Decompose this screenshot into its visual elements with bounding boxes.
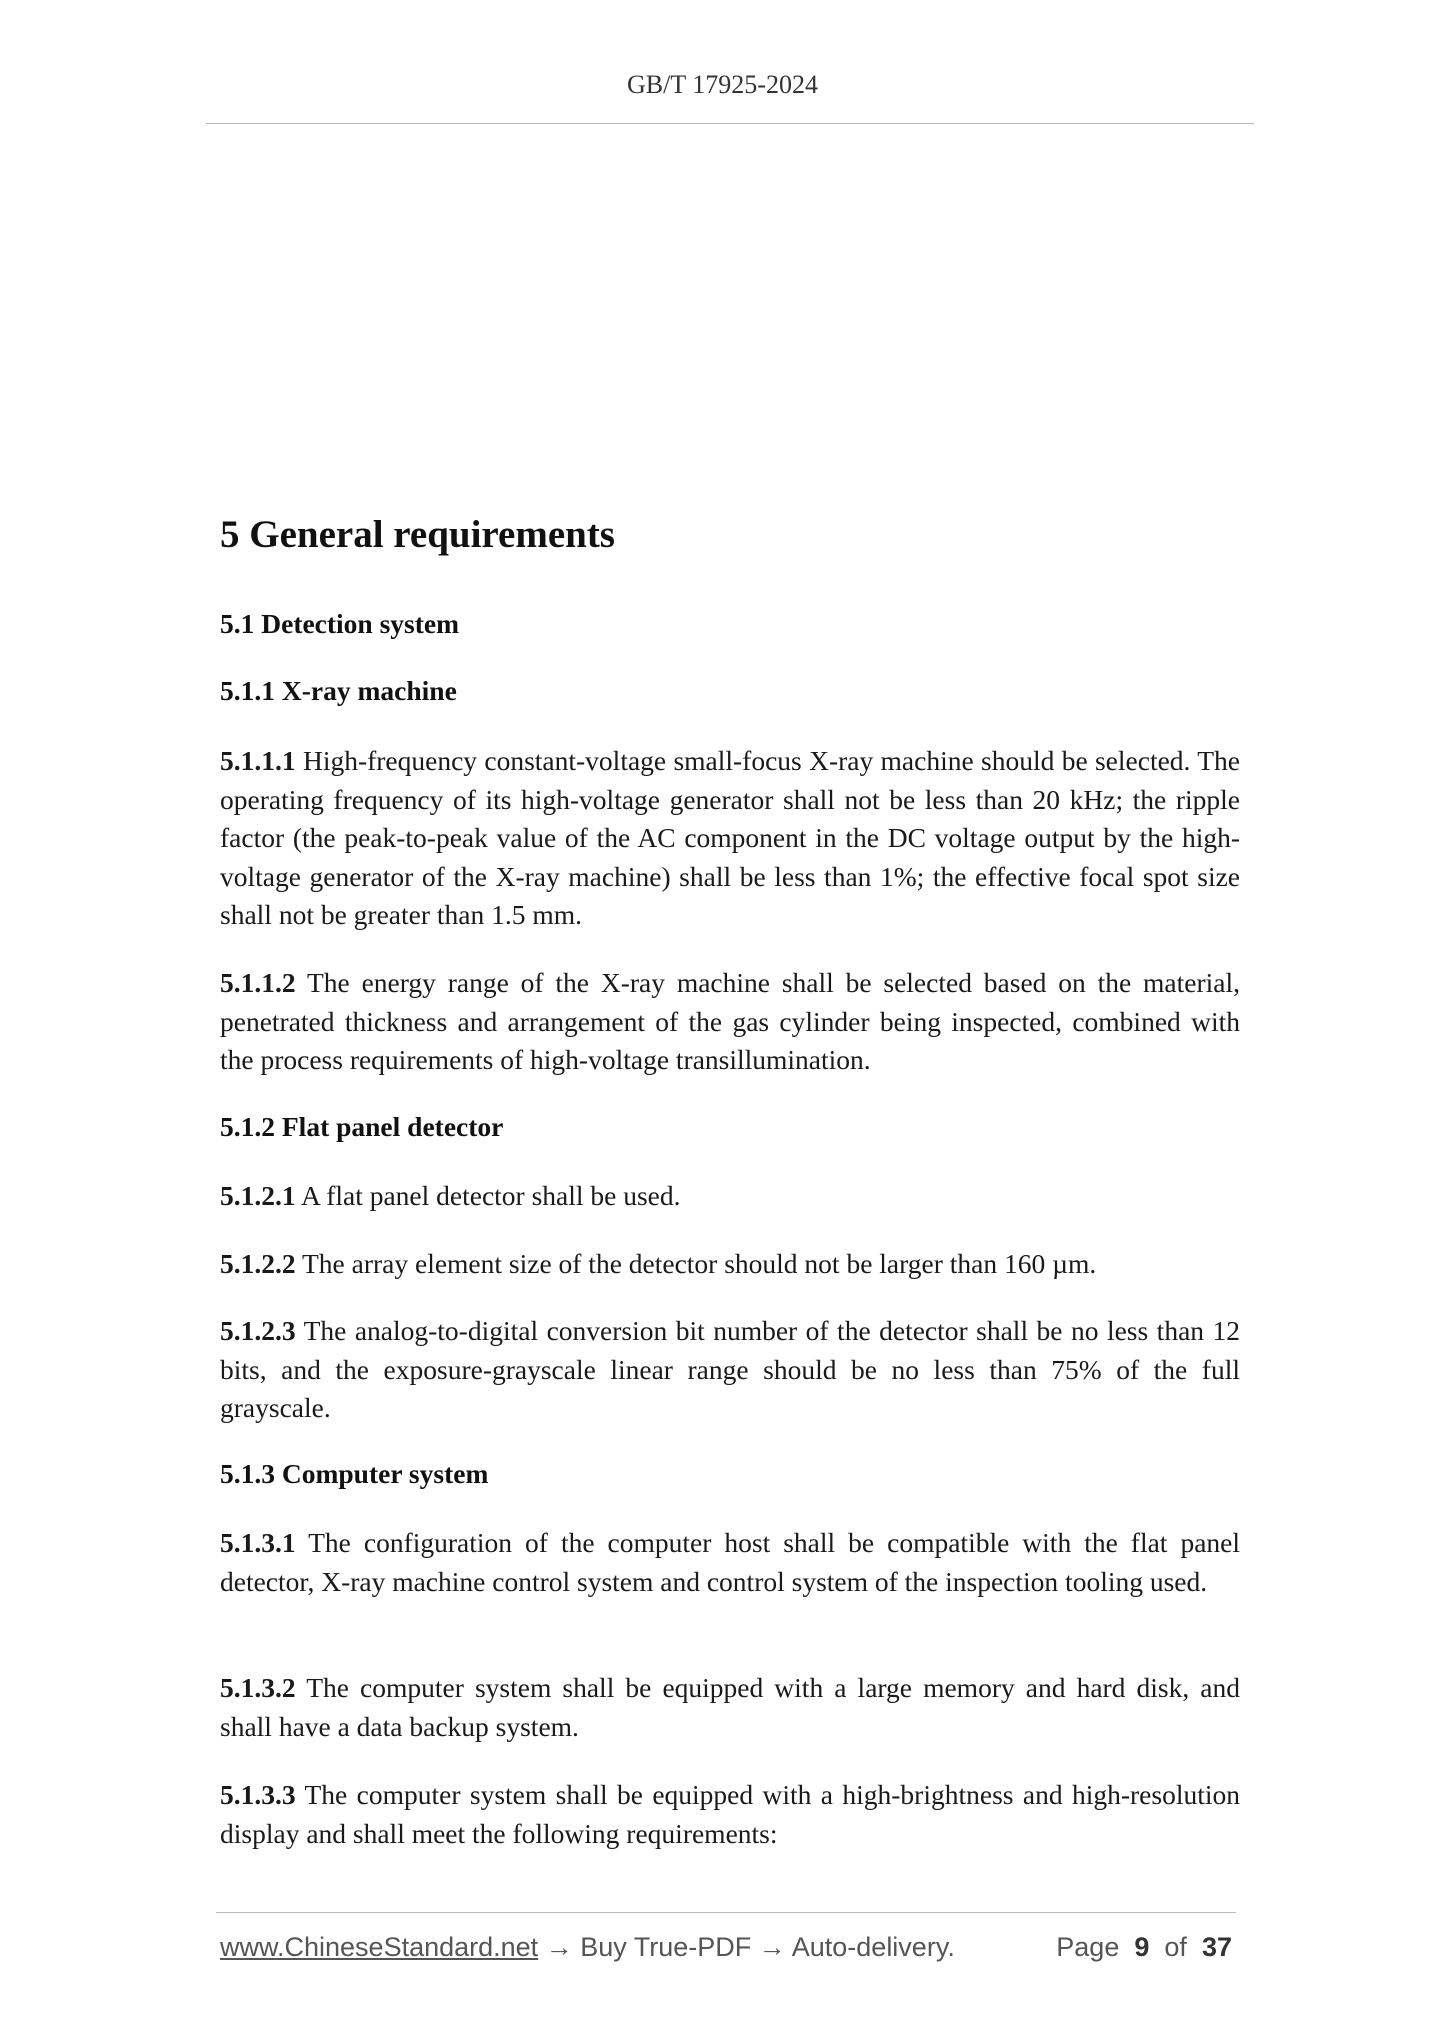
clause-number: 5.1.3.3 (220, 1779, 296, 1810)
clause-5-1-1-2 (220, 964, 1240, 1080)
clause-number: 5.1.2.3 (220, 1315, 296, 1346)
heading-5-1-3: 5.1.3 Computer system (220, 1458, 489, 1489)
clause-5-1-2-3 (220, 1312, 1240, 1428)
clause-5-1-3-1 (220, 1524, 1240, 1601)
clause-text: The configuration of the computer host shall be compatible with the flat panel detector, X-ray machine control system and control system of the inspection tooling used. (220, 1527, 1240, 1597)
clause-5-1-1-1 (220, 742, 1240, 935)
heading-5-1-1: 5.1.1 X-ray machine (220, 675, 457, 706)
clause-number: 5.1.2.2 (220, 1248, 296, 1279)
clause-text: The computer system shall be equipped with a large memory and hard disk, and shall have a data backup system. (220, 1672, 1240, 1742)
footer-divider (216, 1912, 1236, 1913)
clause-number: 5.1.3.1 (220, 1527, 296, 1558)
document-id-header: GB/T 17925-2024 (627, 70, 818, 99)
clause-number: 5.1.1.1 (220, 745, 296, 776)
total-pages: 37 (1201, 1932, 1232, 1962)
clause-5-1-3-2 (220, 1669, 1240, 1746)
page-word: Page (1056, 1932, 1120, 1962)
clause-5-1-3-3 (220, 1776, 1240, 1853)
page-footer (220, 1932, 1232, 1963)
current-page-number: 9 (1134, 1932, 1150, 1962)
website-link[interactable]: www.ChineseStandard.net (220, 1932, 539, 1962)
section-title: 5 General requirements (220, 513, 615, 556)
heading-5-1: 5.1 Detection system (220, 608, 460, 639)
clause-text: The energy range of the X-ray machine shall be selected based on the material, penetrated thickness and arrangement of the gas cylinder being inspected, combined with the process requirements of high-voltage transillumination. (220, 967, 1240, 1075)
clause-number: 5.1.1.2 (220, 967, 296, 998)
clause-5-1-2-1 (220, 1177, 1240, 1216)
heading-5-1-2: 5.1.2 Flat panel detector (220, 1111, 504, 1142)
page-indicator (1056, 1932, 1232, 1963)
clause-5-1-2-2 (220, 1245, 1240, 1284)
clause-text: The analog-to-digital conversion bit number of the detector shall be no less than 12 bits, and the exposure-grayscale linear range should be no less than 75% of the full grayscale. (220, 1315, 1240, 1423)
clause-number: 5.1.3.2 (220, 1672, 296, 1703)
footer-tagline: → Buy True-PDF → Auto-delivery. (538, 1932, 955, 1962)
clause-text: A flat panel detector shall be used. (295, 1180, 681, 1211)
header-divider (206, 123, 1254, 124)
of-word: of (1164, 1932, 1187, 1962)
clause-text: The array element size of the detector should not be larger than 160 µm. (295, 1248, 1097, 1279)
clause-text: The computer system shall be equipped with a high-brightness and high-resolution display and shall meet the following requirements: (220, 1779, 1240, 1849)
clause-number: 5.1.2.1 (220, 1180, 296, 1211)
clause-text: High-frequency constant-voltage small-focus X-ray machine should be selected. The operating frequency of its high-voltage generator shall not be less than 20 kHz; the ripple factor (the peak-to-peak value of the AC component in the DC voltage output by the high-voltage generator of the X-ray machine) shall be less than 1%; the effective focal spot size shall not be greater than 1.5 mm. (220, 745, 1240, 930)
